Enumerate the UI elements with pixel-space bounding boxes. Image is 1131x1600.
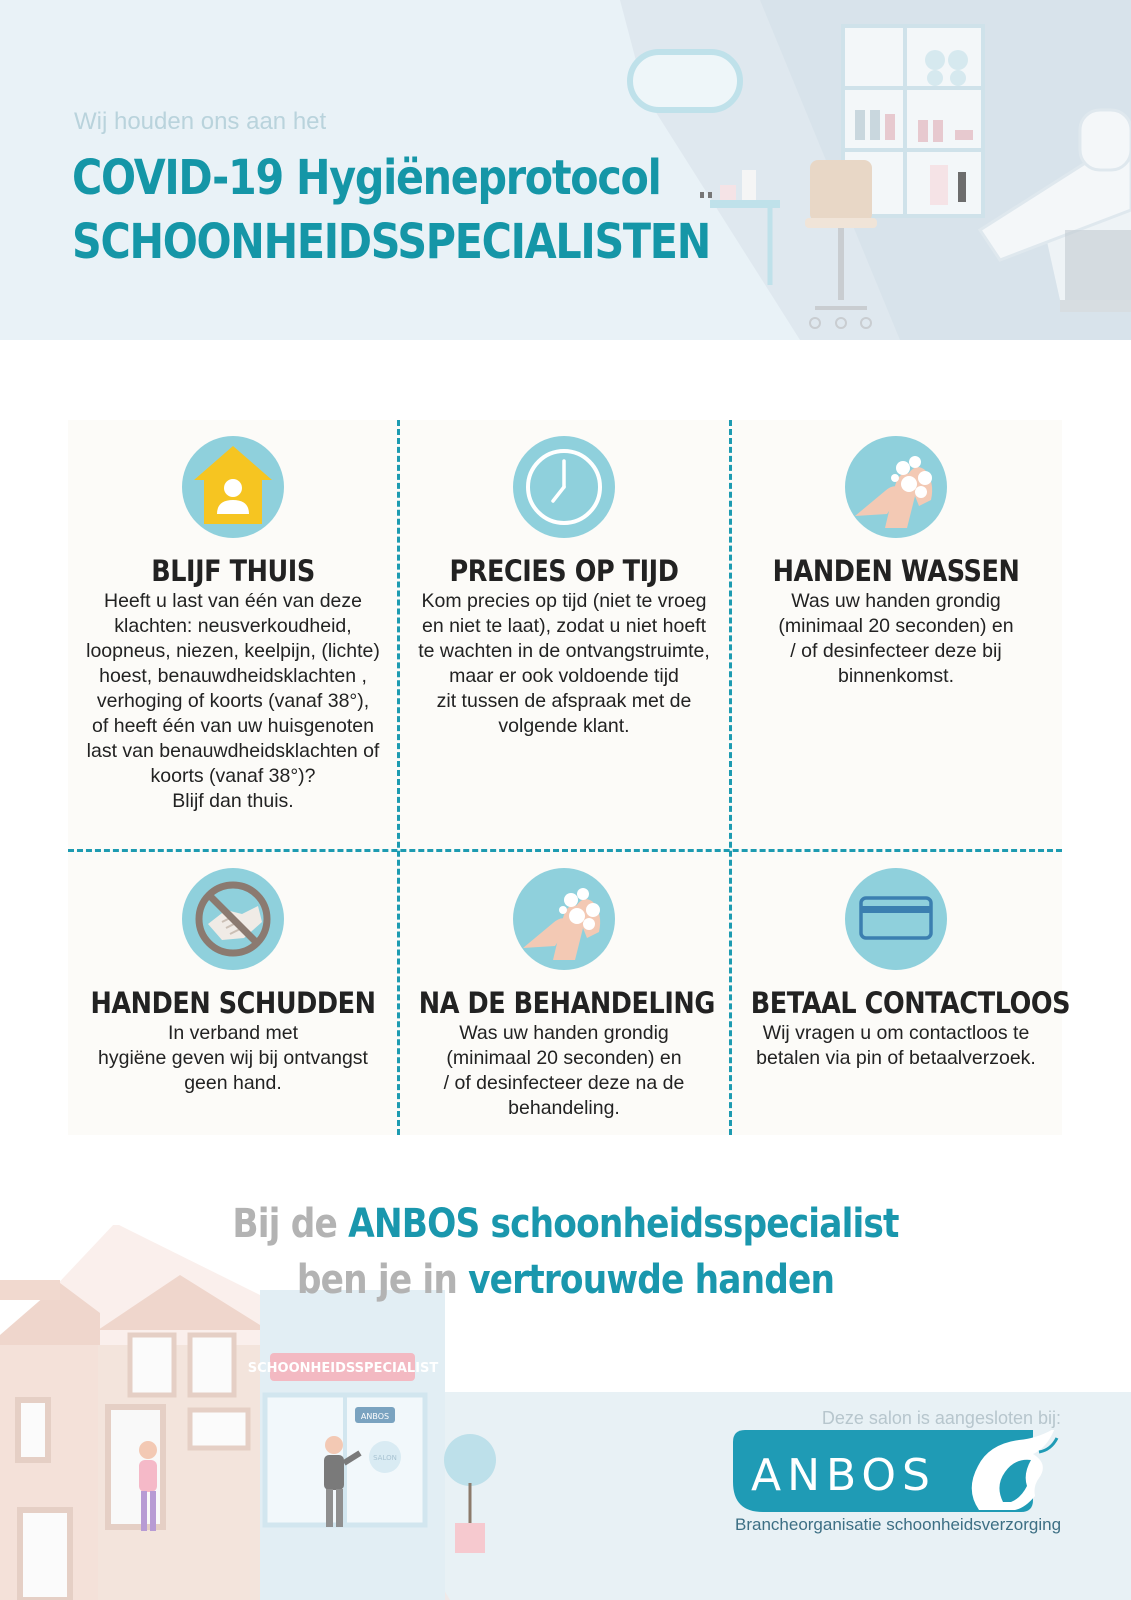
logo-subtitle: Brancheorganisatie schoonheidsverzorging: [735, 1515, 1062, 1534]
card-text: Wij vragen u om contactloos te betalen via pin of betaalverzoek.: [756, 1022, 1036, 1069]
slogan-highlight-2: vertrouwde handen: [468, 1257, 835, 1303]
slogan-prefix-1: Bij de: [232, 1201, 349, 1247]
window-sign: ANBOS: [360, 1412, 390, 1421]
card-text: Kom precies op tijd (niet te vroeg en niet te laat), zodat u niet hoeft te wachten in de ontvangstruimte, maar er ook voldoende tijd zit tussen de afspraak met de volgende klant.: [418, 590, 710, 737]
card-title: BLIJF THUIS: [151, 554, 315, 588]
divider-horizontal: [68, 849, 1062, 852]
card-text: Was uw handen grondig (minimaal 20 seconden) en / of desinfecteer deze na de behandeling.: [443, 1022, 685, 1119]
card-na-de-behandeling: [399, 868, 729, 1121]
home-person-icon: [182, 436, 284, 538]
card-title: BETAAL CONTACTLOOS: [750, 986, 1071, 1020]
slogan-highlight-1: ANBOS schoonheidsspecialist: [348, 1201, 899, 1247]
clock-icon: [513, 436, 615, 538]
card-title: HANDEN WASSEN: [772, 554, 1020, 588]
title-line-2: SCHOONHEIDSSPECIALISTEN: [72, 214, 710, 270]
slogan-prefix-2: ben je in: [296, 1257, 469, 1303]
title-line-1: COVID-19 Hygiëneprotocol: [72, 150, 661, 206]
card-text: Heeft u last van één van deze klachten: neusverkoudheid, loopneus, niezen, keelpijn, (lichte) hoest, benauwdheidsklachten , verhoging of koorts (vanaf 38°), of heeft één van uw huisgenoten last van benauwdheidsklachten of koorts (vanaf 38°)? Blijf dan thuis.: [86, 590, 380, 812]
anbos-logo: [733, 1430, 1063, 1515]
header-banner: [0, 0, 1131, 340]
intro-text: Wij houden ons aan het: [74, 108, 327, 135]
card-handen-wassen: [731, 436, 1061, 689]
card-blijf-thuis: [68, 436, 398, 814]
no-handshake-icon: [182, 868, 284, 970]
slogan-line-2: [79, 1252, 1052, 1308]
card-text: In verband met hygiëne geven wij bij ontvangst geen hand.: [98, 1022, 368, 1094]
shop-sign: SCHOONHEIDSSPECIALIST: [247, 1361, 439, 1376]
card-title: HANDEN SCHUDDEN: [90, 986, 376, 1020]
payment-card-icon: [845, 868, 947, 970]
slogan: [0, 1196, 1131, 1308]
card-title: PRECIES OP TIJD: [449, 554, 679, 588]
slogan-line-1: [79, 1196, 1052, 1252]
card-title: NA DE BEHANDELING: [418, 986, 715, 1020]
card-betaal-contactloos: [731, 868, 1071, 1071]
card-handen-schudden: [68, 868, 398, 1096]
hand-washing-icon: [513, 868, 615, 970]
door-sign: SALON: [373, 1454, 397, 1462]
hand-washing-icon: [845, 436, 947, 538]
membership-note: Deze salon is aangesloten bij:: [821, 1408, 1061, 1428]
page-title: [72, 146, 710, 274]
logo-text: ANBOS: [751, 1450, 936, 1501]
card-precies-op-tijd: [399, 436, 729, 739]
protocol-grid: [68, 420, 1071, 1135]
card-text: Was uw handen grondig (minimaal 20 seconden) en / of desinfecteer deze bij binnenkomst.: [778, 590, 1014, 687]
